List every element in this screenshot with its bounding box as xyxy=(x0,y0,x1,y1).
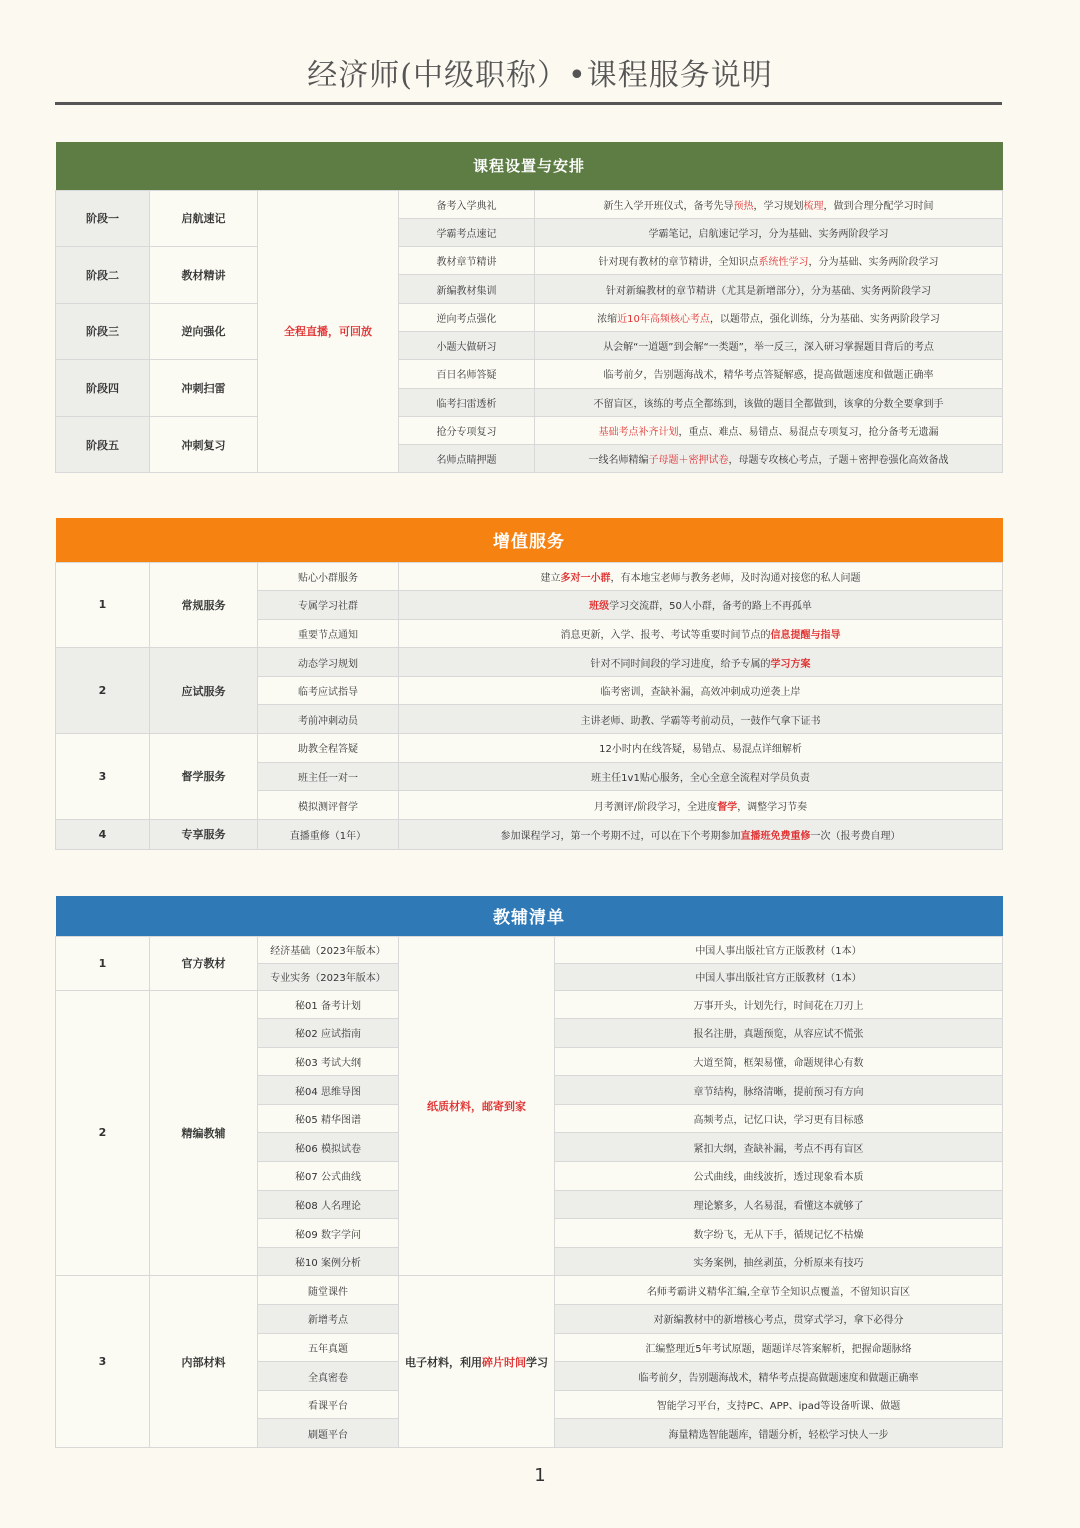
desc-text: 浓缩 xyxy=(597,313,618,325)
material-desc: 章节结构，脉络清晰，提前预习有方向 xyxy=(555,1076,1003,1105)
stage-name: 冲刺复习 xyxy=(150,416,258,473)
page-number: 1 xyxy=(534,1465,546,1486)
material-item: 秘08 人名理论 xyxy=(258,1190,399,1219)
material-item: 秘04 思维导图 xyxy=(258,1076,399,1105)
desc-text: 消息更新，入学、报考、考试等重要时间节点的 xyxy=(560,629,771,641)
service-item: 重要节点通知 xyxy=(258,619,399,648)
table-row xyxy=(56,819,1003,849)
desc-text: ，重点、难点、易错点、易混点专项复习，抢分备考无遗漏 xyxy=(678,427,939,439)
item-desc xyxy=(535,331,1003,359)
materials-list-header: 教辅清单 xyxy=(56,896,1003,936)
service-number: 4 xyxy=(56,819,150,849)
table-row xyxy=(56,1276,1003,1305)
material-item: 秘03 考试大纲 xyxy=(258,1047,399,1076)
highlight-text: 预热 xyxy=(733,200,754,212)
material-item: 秘07 公式曲线 xyxy=(258,1162,399,1191)
item-desc xyxy=(535,445,1003,473)
desc-text: ，调整学习节奏 xyxy=(737,801,808,813)
stage-label: 阶段三 xyxy=(56,303,150,360)
desc-text: ，有本地宝老师与教务老师，及时沟通对接您的私人问题 xyxy=(610,572,861,584)
material-item: 经济基础（2023年版本） xyxy=(258,936,399,963)
desc-text: 电子材料，利用 xyxy=(405,1355,482,1369)
item-desc xyxy=(535,247,1003,275)
service-item: 助教全程答疑 xyxy=(258,734,399,763)
electronic-materials-note xyxy=(399,1276,555,1448)
material-item: 秘02 应试指南 xyxy=(258,1019,399,1048)
stage-name: 逆向强化 xyxy=(150,303,258,360)
stage-label: 阶段四 xyxy=(56,360,150,417)
table-row xyxy=(56,190,1003,218)
material-item: 秘10 案例分析 xyxy=(258,1247,399,1276)
item-desc xyxy=(535,388,1003,416)
desc-text: 新生入学开班仪式，备考先导 xyxy=(603,200,734,212)
service-item: 模拟测评督学 xyxy=(258,791,399,820)
item-label: 新编教材集训 xyxy=(399,275,535,303)
material-desc: 数字纷飞，无从下手，循规记忆不枯燥 xyxy=(555,1219,1003,1248)
stage-label: 阶段二 xyxy=(56,247,150,304)
stage-name: 冲刺扫雷 xyxy=(150,360,258,417)
item-label: 临考扫雷透析 xyxy=(399,388,535,416)
desc-text: 临考前夕，告别题海战术，精华考点答疑解惑，提高做题速度和做题正确率 xyxy=(603,370,934,382)
highlight-text: 直播班免费重修 xyxy=(740,830,811,842)
stage-name: 启航速记 xyxy=(150,190,258,247)
item-desc xyxy=(535,303,1003,331)
service-desc xyxy=(399,791,1003,820)
desc-text: 从会解“一道题”到会解“一类题”，举一反三，深入研习掌握题目背后的考点 xyxy=(603,342,934,354)
service-item: 动态学习规划 xyxy=(258,648,399,677)
live-note: 全程直播，可回放 xyxy=(258,190,399,473)
material-item: 秘06 模拟试卷 xyxy=(258,1133,399,1162)
page-title: 经济师(中级职称）•课程服务说明 xyxy=(307,58,773,93)
service-number: 3 xyxy=(56,734,150,820)
material-desc: 名师考霸讲义精华汇编,全章节全知识点覆盖，不留知识盲区 xyxy=(555,1276,1003,1305)
value-added-services-table xyxy=(55,518,1003,850)
desc-text: 学习交流群，50人小群，备考的路上不再孤单 xyxy=(609,601,812,613)
stage-name: 教材精讲 xyxy=(150,247,258,304)
material-item: 五年真题 xyxy=(258,1333,399,1362)
paper-materials-note xyxy=(399,936,555,1276)
service-desc xyxy=(399,619,1003,648)
highlight-text: 近10年高频核心考点 xyxy=(617,313,710,325)
material-number: 1 xyxy=(56,936,150,990)
material-item: 看课平台 xyxy=(258,1390,399,1419)
service-desc xyxy=(399,676,1003,705)
material-desc: 中国人事出版社官方正版教材（1本） xyxy=(555,963,1003,990)
highlight-text: 系统性学习 xyxy=(758,257,809,269)
desc-text: 学习 xyxy=(526,1355,548,1369)
value-added-services-header: 增值服务 xyxy=(56,518,1003,562)
service-item: 直播重修（1年） xyxy=(258,819,399,849)
highlight-text: 多对一小群 xyxy=(560,572,611,584)
highlight-text: 子母题＋密押试卷 xyxy=(648,455,729,467)
desc-text: 一次（报考费自理） xyxy=(810,830,901,842)
table-row xyxy=(56,648,1003,677)
material-desc: 临考前夕，告别题海战术，精华考点提高做题速度和做题正确率 xyxy=(555,1362,1003,1391)
item-label: 教材章节精讲 xyxy=(399,247,535,275)
service-category: 应试服务 xyxy=(150,648,258,734)
material-item: 全真密卷 xyxy=(258,1362,399,1391)
material-desc: 汇编整理近5年考试原题，题题详尽答案解析，把握命题脉络 xyxy=(555,1333,1003,1362)
desc-text: 临考密训，查缺补漏，高效冲刺成功逆袭上岸 xyxy=(600,687,801,699)
service-desc xyxy=(399,819,1003,849)
material-desc: 海量精选智能题库，错题分析，轻松学习快人一步 xyxy=(555,1419,1003,1448)
highlight-text: 督学 xyxy=(717,801,738,813)
item-label: 名师点睛押题 xyxy=(399,445,535,473)
desc-text: ，学习规划 xyxy=(753,200,804,212)
item-label: 备考入学典礼 xyxy=(399,190,535,218)
material-desc: 报名注册，真题预览，从容应试不慌张 xyxy=(555,1019,1003,1048)
stage-label: 阶段一 xyxy=(56,190,150,247)
highlight-text: 梳理 xyxy=(803,200,824,212)
material-category: 内部材料 xyxy=(150,1276,258,1448)
desc-text: 月考测评/阶段学习，全进度 xyxy=(593,801,718,813)
desc-text: ，以题带点，强化训练，分为基础、实务两阶段学习 xyxy=(709,313,940,325)
item-label: 小题大做研习 xyxy=(399,331,535,359)
desc-text: 针对现有教材的章节精讲，全知识点 xyxy=(598,257,759,269)
material-desc: 高频考点，记忆口诀，学习更有目标感 xyxy=(555,1104,1003,1133)
service-category: 常规服务 xyxy=(150,562,258,648)
highlight-text: 基础考点补齐计划 xyxy=(598,427,679,439)
desc-text: 针对新编教材的章节精讲（尤其是新增部分），分为基础、实务两阶段学习 xyxy=(606,285,931,297)
service-number: 1 xyxy=(56,562,150,648)
material-number: 3 xyxy=(56,1276,150,1448)
service-category: 专享服务 xyxy=(150,819,258,849)
desc-text: 学霸笔记，启航速记学习，分为基础、实务两阶段学习 xyxy=(648,228,889,240)
material-desc: 实务案例，抽丝剥茧，分析原来有技巧 xyxy=(555,1247,1003,1276)
service-item: 班主任一对一 xyxy=(258,762,399,791)
table-row xyxy=(56,734,1003,763)
table-row xyxy=(56,416,1003,444)
material-item: 新增考点 xyxy=(258,1305,399,1334)
item-label: 逆向考点强化 xyxy=(399,303,535,331)
material-item: 随堂课件 xyxy=(258,1276,399,1305)
service-item: 临考应试指导 xyxy=(258,676,399,705)
item-desc xyxy=(535,275,1003,303)
item-label: 学霸考点速记 xyxy=(399,218,535,246)
material-desc: 公式曲线，曲线波折，透过现象看本质 xyxy=(555,1162,1003,1191)
service-desc xyxy=(399,648,1003,677)
service-number: 2 xyxy=(56,648,150,734)
material-desc: 理论繁多，人名易混，看懂这本就够了 xyxy=(555,1190,1003,1219)
highlight-text: 学习方案 xyxy=(770,658,811,670)
highlight-text: 碎片时间 xyxy=(482,1355,526,1369)
item-desc xyxy=(535,416,1003,444)
desc-text: 建立 xyxy=(540,572,561,584)
highlight-text: 班级 xyxy=(589,601,610,613)
material-desc: 紧扣大纲，查缺补漏，考点不再有盲区 xyxy=(555,1133,1003,1162)
service-item: 考前冲刺动员 xyxy=(258,705,399,734)
material-desc: 智能学习平台，支持PC、APP、ipad等设备听课、做题 xyxy=(555,1390,1003,1419)
item-label: 抢分专项复习 xyxy=(399,416,535,444)
service-desc xyxy=(399,591,1003,620)
material-item: 秘09 数字学问 xyxy=(258,1219,399,1248)
material-item: 刷题平台 xyxy=(258,1419,399,1448)
table-row xyxy=(56,936,1003,963)
table-row xyxy=(56,360,1003,388)
table-row xyxy=(56,247,1003,275)
material-item: 秘05 精华图谱 xyxy=(258,1104,399,1133)
material-number: 2 xyxy=(56,990,150,1276)
material-desc: 对新编教材中的新增核心考点，贯穿式学习，拿下必得分 xyxy=(555,1305,1003,1334)
paper-note-text: 纸质材料，邮寄到家 xyxy=(427,1099,526,1113)
desc-text: ，分为基础、实务两阶段学习 xyxy=(808,257,939,269)
course-schedule-header: 课程设置与安排 xyxy=(56,142,1003,190)
material-desc: 万事开头，计划先行，时间花在刀刃上 xyxy=(555,990,1003,1019)
material-category: 精编教辅 xyxy=(150,990,258,1276)
table-row xyxy=(56,562,1003,591)
desc-text: 参加课程学习，第一个考期不过，可以在下个考期参加 xyxy=(500,830,741,842)
course-schedule-table xyxy=(55,142,1003,473)
table-row xyxy=(56,303,1003,331)
service-desc xyxy=(399,734,1003,763)
desc-text: 主讲老师、助教、学霸等考前动员，一鼓作气拿下证书 xyxy=(580,715,821,727)
item-desc xyxy=(535,360,1003,388)
item-desc xyxy=(535,218,1003,246)
stage-label: 阶段五 xyxy=(56,416,150,473)
service-category: 督学服务 xyxy=(150,734,258,820)
service-desc xyxy=(399,705,1003,734)
highlight-text: 信息提醒与指导 xyxy=(770,629,841,641)
item-desc xyxy=(535,190,1003,218)
desc-text: 针对不同时间段的学习进度，给予专属的 xyxy=(590,658,771,670)
desc-text: ，母题专攻核心考点，子题＋密押卷强化高效备战 xyxy=(728,455,949,467)
desc-text: 不留盲区，该练的考点全都练到，该做的题目全都做到，该拿的分数全要拿到手 xyxy=(593,398,944,410)
material-desc: 大道至简，框架易懂，命题规律心有数 xyxy=(555,1047,1003,1076)
service-item: 贴心小群服务 xyxy=(258,562,399,591)
material-item: 秘01 备考计划 xyxy=(258,990,399,1019)
desc-text: 班主任1v1贴心服务，全心全意全流程对学员负责 xyxy=(591,772,810,784)
material-category: 官方教材 xyxy=(150,936,258,990)
material-item: 专业实务（2023年版本） xyxy=(258,963,399,990)
service-desc xyxy=(399,562,1003,591)
materials-list-table xyxy=(55,896,1003,1448)
desc-text: ，做到合理分配学习时间 xyxy=(823,200,934,212)
title-divider xyxy=(55,102,1002,105)
material-desc: 中国人事出版社官方正版教材（1本） xyxy=(555,936,1003,963)
item-label: 百日名师答疑 xyxy=(399,360,535,388)
desc-text: 12小时内在线答疑，易错点、易混点详细解析 xyxy=(599,744,802,756)
service-item: 专属学习社群 xyxy=(258,591,399,620)
desc-text: 一线名师精编 xyxy=(588,455,649,467)
service-desc xyxy=(399,762,1003,791)
